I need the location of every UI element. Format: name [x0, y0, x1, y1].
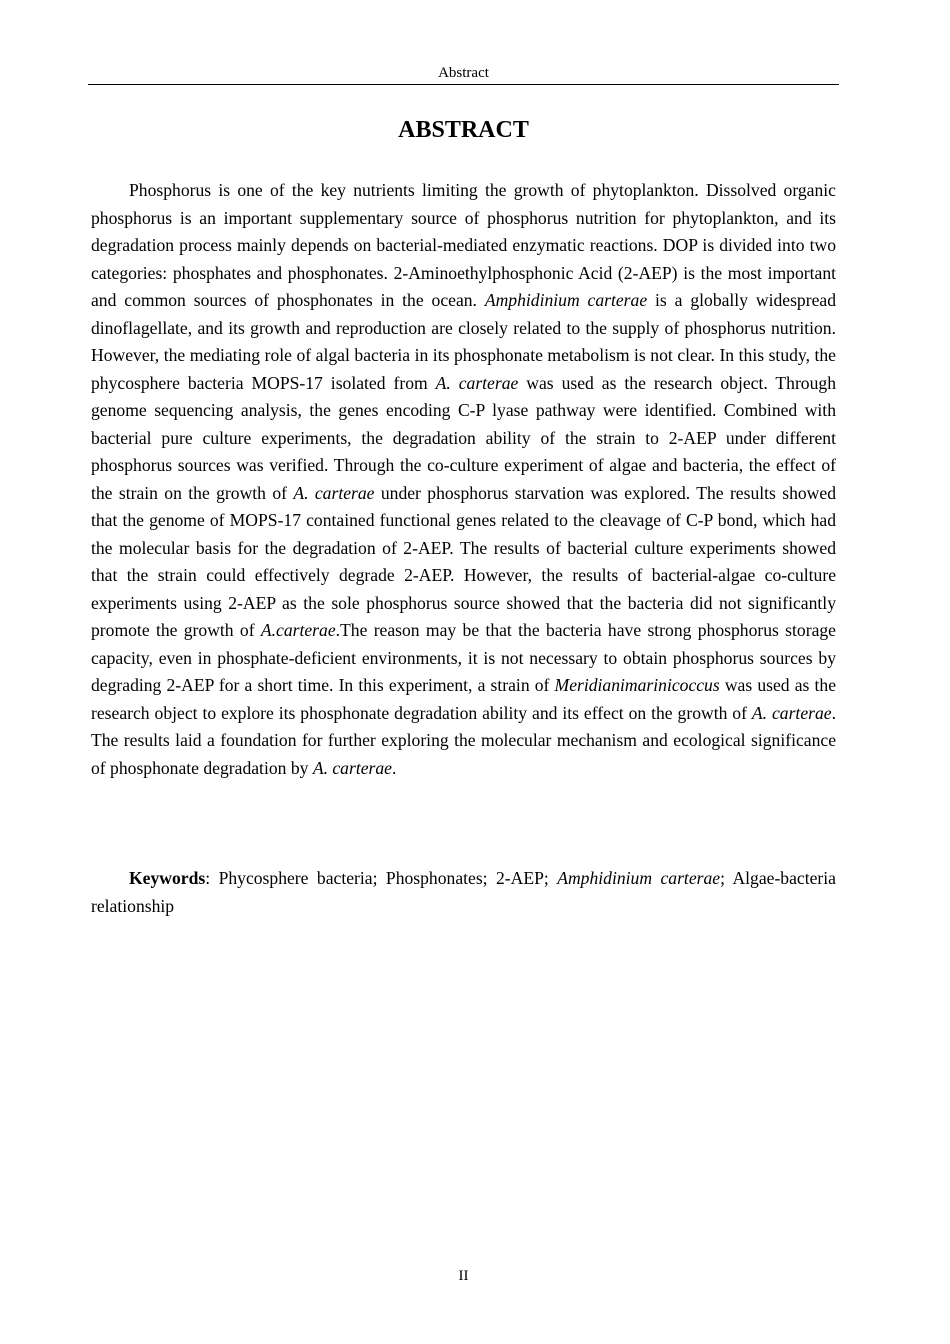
keyword-item: 2-AEP	[496, 868, 544, 888]
abstract-run-italic: Meridianimarinicoccus	[554, 675, 720, 695]
keyword-item-italic: Amphidinium carterae	[557, 868, 721, 888]
abstract-run: .The reason may be that the bacteria have strong phosphorus storage capacity, even in phosphate-deficient environments, it is not necessary to obtain phosphorus sources by degrading 2-AEP for a short time. In this experiment, a strain of	[91, 620, 836, 695]
abstract-run-italic: A. carterae	[293, 482, 375, 503]
abstract-run: Phosphorus is one of the key nutrients limiting the growth of phytoplankton. Dissolved organic phosphorus is an important supplementary source of phosphorus nutrition for phytoplankton, and its degradation process mainly depends on bacterial-mediated enzymatic reactions. DOP is divided into two categories: phosphates and phosphonates. 2-Aminoethylphosphonic Acid (2-AEP) is the most important and common sources of phosphonates in the ocean.	[91, 180, 836, 310]
abstract-run-italic: A. carterae	[435, 372, 519, 393]
keywords-paragraph	[91, 865, 836, 920]
abstract-run-italic: A.carterae	[260, 620, 336, 640]
abstract-run-italic: A. carterae	[751, 702, 832, 723]
keyword-delimiter: ;	[482, 868, 496, 888]
keyword-item: Algae-bacteria relationship	[91, 868, 836, 916]
abstract-run: under phosphorus starvation was explored. The results showed that the genome of MOPS-17 contained functional genes related to the cleavage of C-P bond, which had the molecular basis for the degradation of 2-AEP. The results of bacterial culture experiments showed that the strain could effectively degrade 2-AEP. However, the results of bacterial-algae co-culture experiments using 2-AEP as the sole phosphorus source showed that the bacteria did not significantly promote the growth of	[91, 482, 836, 640]
abstract-run: was used as the research object. Through genome sequencing analysis, the genes encoding C-P lyase pathway were identified. Combined with bacterial pure culture experiments, the degradation ability of the strain to 2-AEP under different phosphorus sources was verified. Through the co-culture experiment of algae and bacteria, the effect of the strain on the growth of	[91, 372, 836, 503]
abstract-run: is a globally widespread dinoflagellate, and its growth and reproduction are closely related to the supply of phosphorus nutrition. However, the mediating role of algal bacteria in its phosphonate metabolism is not clear. In this study, the phycosphere bacteria MOPS-17 isolated from	[91, 290, 836, 393]
running-head: Abstract	[438, 65, 489, 81]
keyword-item: Phycosphere bacteria	[218, 868, 373, 888]
abstract-run-italic: Amphidinium carterae	[484, 290, 648, 310]
page-title: ABSTRACT	[398, 117, 529, 143]
abstract-run: was used as the research object to explore its phosphonate degradation ability and its effect on the growth of	[91, 675, 836, 723]
keywords-separator: :	[205, 868, 219, 888]
keywords-label: Keywords	[129, 868, 206, 888]
keyword-item: Phosphonates	[385, 868, 483, 888]
keyword-delimiter: ;	[720, 868, 733, 888]
abstract-run: . The results laid a foundation for further exploring the molecular mechanism and ecological significance of phosphonate degradation by	[91, 702, 836, 778]
header-rule	[88, 84, 839, 85]
keyword-delimiter: ;	[372, 868, 386, 888]
page-number: II	[458, 1268, 469, 1284]
keyword-delimiter: ;	[543, 868, 558, 888]
abstract-run: .	[391, 757, 397, 778]
abstract-run-italic: A. carterae	[312, 757, 392, 778]
abstract-paragraph	[91, 177, 836, 782]
